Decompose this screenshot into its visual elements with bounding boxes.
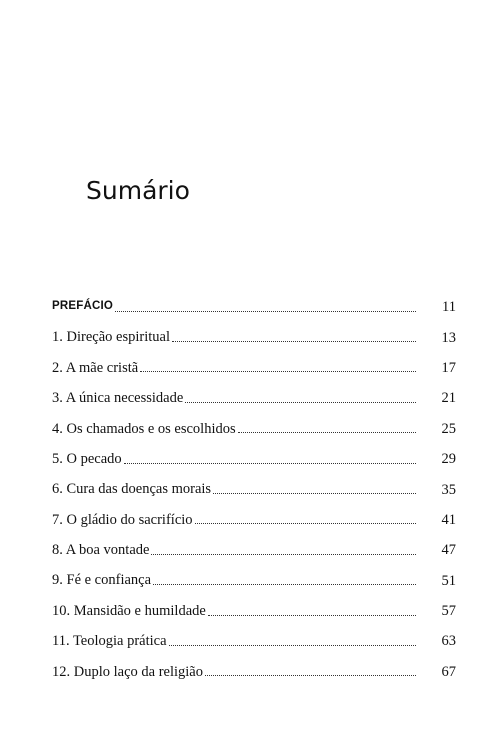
toc-entry-3 [52,383,456,413]
dot-leader [140,371,416,372]
toc-entry-title: 11. Teologia prática [52,633,167,650]
toc-entry-page: 41 [441,511,456,528]
toc-entry-10 [52,596,456,626]
toc-entry-page: 13 [441,329,456,346]
toc-entry-page: 57 [441,602,456,619]
toc-entry-2 [52,353,456,383]
toc-entry-prefacio [52,292,456,322]
toc-entry-title: 1. Direção espiritual [52,329,170,346]
toc-entry-page: 29 [441,450,456,467]
toc-entry-7 [52,505,456,535]
toc-entry-page: 67 [441,663,456,680]
toc-entry-page: 63 [441,633,456,650]
toc-entry-title: 10. Mansidão e humildade [52,602,206,619]
toc-entry-11 [52,626,456,656]
dot-leader [151,554,416,555]
dot-leader [185,402,416,403]
dot-leader [124,463,416,464]
toc-entry-title: PREFÁCIO [52,300,114,313]
toc-entry-6 [52,474,456,504]
toc-entry-1 [52,322,456,352]
toc-entry-title: 8. A boa vontade [52,542,150,559]
dot-leader [205,675,416,676]
toc-entry-title: 9. Fé e confiança [52,572,152,589]
toc-entry-page: 17 [441,359,456,376]
toc-entry-page: 47 [441,542,456,559]
dot-leader [213,493,416,494]
toc-entry-title: 2. A mãe cristã [52,359,139,376]
dot-leader [238,432,416,433]
toc-entry-page: 35 [441,481,456,498]
toc-entry-12 [52,657,456,687]
toc-entry-8 [52,535,456,565]
dot-leader [115,311,416,312]
toc-entry-title: 3. A única necessidade [52,390,184,407]
toc-entry-page: 25 [441,420,456,437]
page-title: Sumário [86,176,190,205]
toc-entry-page: 21 [441,390,456,407]
toc-entry-page: 51 [441,572,456,589]
toc-entry-9 [52,566,456,596]
dot-leader [172,341,416,342]
dot-leader [169,645,416,646]
table-of-contents [52,292,456,687]
toc-entry-title: 7. O gládio do sacrifício [52,511,193,528]
toc-entry-title: 4. Os chamados e os escolhidos [52,420,236,437]
toc-entry-title: 6. Cura das doenças morais [52,481,212,498]
dot-leader [208,615,416,616]
dot-leader [195,523,416,524]
toc-entry-5 [52,444,456,474]
toc-entry-title: 5. O pecado [52,450,122,467]
toc-entry-page: 11 [442,298,456,315]
dot-leader [153,584,416,585]
toc-entry-title: 12. Duplo laço da religião [52,663,203,680]
toc-entry-4 [52,414,456,444]
